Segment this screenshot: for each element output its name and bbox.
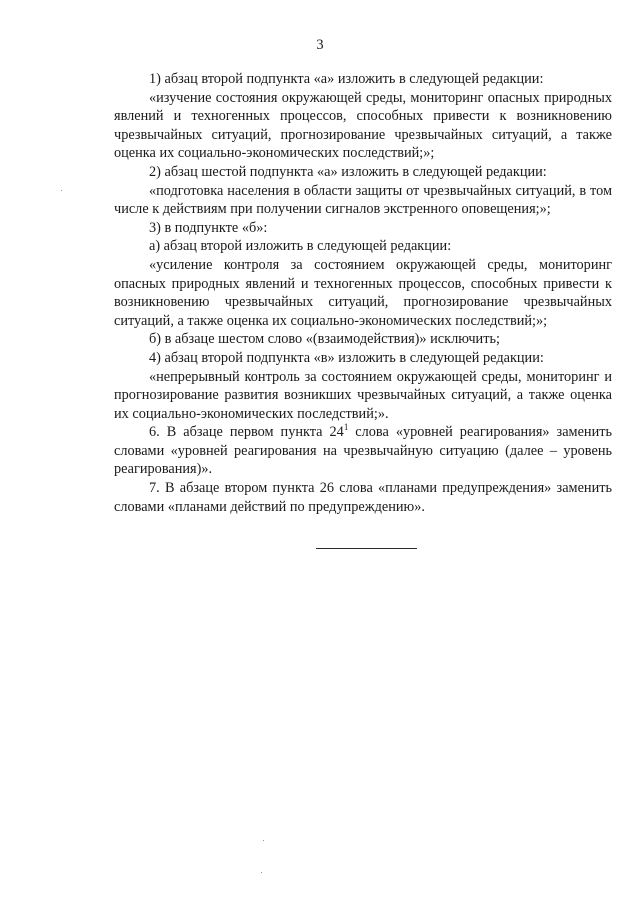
paragraph-subitem-a: а) абзац второй изложить в следующей редакции: [149, 238, 452, 255]
scan-speck [261, 872, 262, 873]
paragraph-item-1: 1) абзац второй подпункта «а» изложить в следующей редакции: [149, 71, 544, 87]
paragraph-item-2: 2) абзац шестой подпункта «а» изложить в следующей редакции: [149, 163, 547, 180]
paragraph-point-6-rest: слова «уровней реагирования» заменить словами «уровней реагирования на чрезвычайную ситуацию (далее – уровень реагирования)». [114, 424, 613, 478]
paragraph-point-6-lead: 6. В абзаце первом пункта 24 [149, 424, 344, 441]
paragraph-item-2-text: «подготовка населения в области защиты от чрезвычайных ситуаций, в том числе к действиям при получении сигналов экстренного оповещения;»; [114, 182, 612, 218]
end-of-text-rule [316, 548, 417, 549]
paragraph-subitem-a-text: «усиление контроля за состоянием окружающей среды, мониторинг опасных природных явлений и техногенных процессов, способных привести к возникновению чрезвычайных ситуаций, прогнозирование чрезвычайных ситуаций, а также оценка их социально-экономических последствий;»; [114, 256, 612, 329]
superscript-index: 1 [343, 422, 349, 433]
page-number: 3 [316, 37, 324, 53]
document-body [114, 70, 612, 516]
paragraph-item-1-text: «изучение состояния окружающей среды, мониторинг опасных природных явлений и техногенных процессов, способных привести к возникновению чрезвычайных ситуаций, прогнозирование чрезвычайных ситуаций, а также оценка их социально-экономических последствий;»; [114, 89, 612, 162]
paragraph-subitem-b: б) в абзаце шестом слово «(взаимодействия)» исключить; [149, 331, 500, 348]
scan-speck [263, 840, 264, 841]
paragraph-point-7: 7. В абзаце втором пункта 26 слова «планами предупреждения» заменить словами «планами действий по предупреждению». [114, 480, 612, 515]
paragraph-item-4: 4) абзац второй подпункта «в» изложить в следующей редакции: [149, 349, 544, 366]
paragraph-item-3: 3) в подпункте «б»: [149, 219, 268, 236]
scan-speck [61, 190, 62, 191]
paragraph-point-6 [114, 423, 612, 479]
paragraph-item-4-text: «непрерывный контроль за состоянием окружающей среды, мониторинг и прогнозирование развития возникших чрезвычайных ситуаций, а также оценка их социально-экономических последствий;». [114, 368, 612, 422]
